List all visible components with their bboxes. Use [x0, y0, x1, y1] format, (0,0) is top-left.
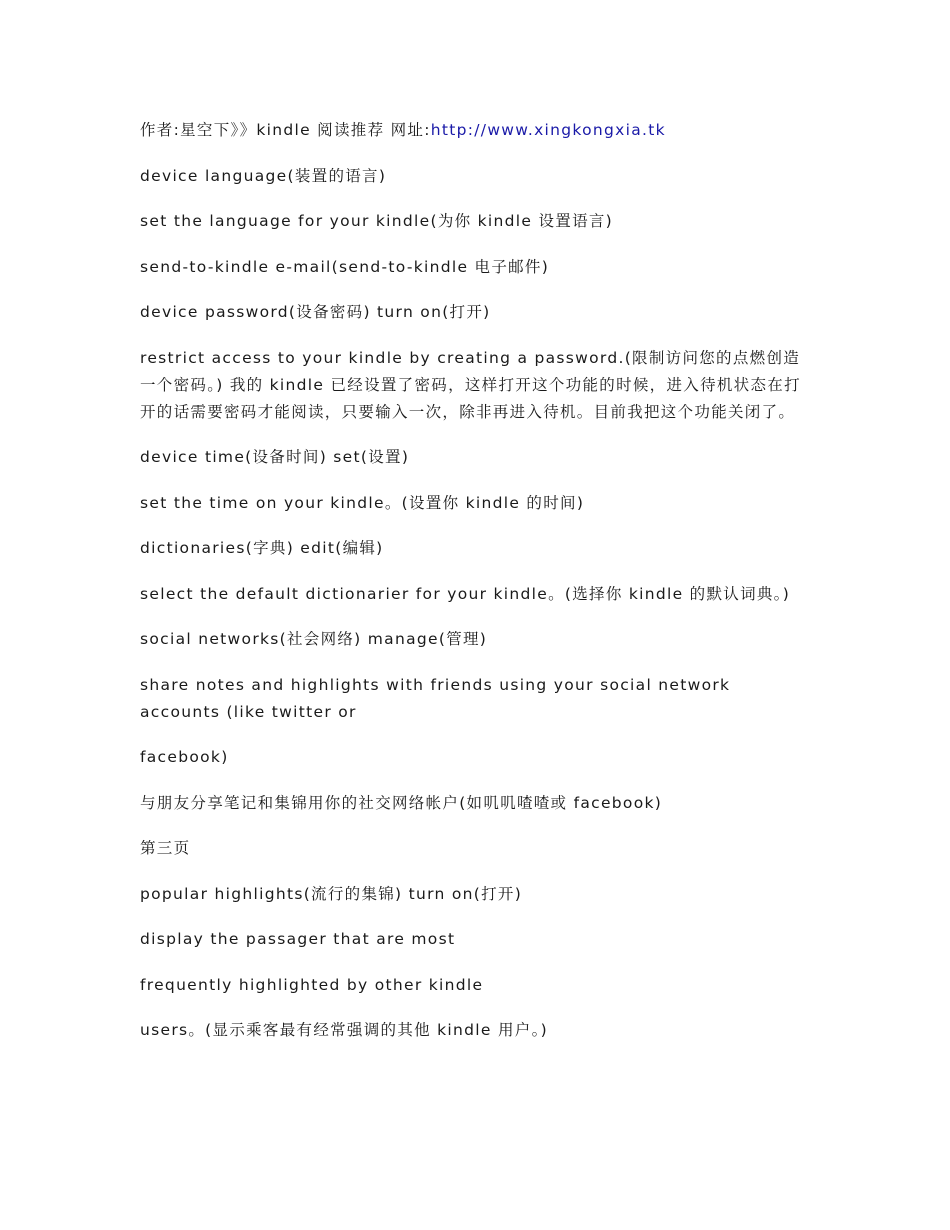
paragraph: users。(显示乘客最有经常强调的其他 kindle 用户。) [140, 1021, 548, 1039]
paragraph: device language(装置的语言) [140, 166, 387, 185]
paragraph: frequently highlighted by other kindle [140, 975, 484, 994]
paragraph: set the time on your kindle。(设置你 kindle 的时间) [140, 493, 585, 512]
paragraph: send-to-kindle e-mail(send-to-kindle 电子邮件) [140, 257, 550, 276]
document-body [140, 117, 812, 1063]
paragraph: dictionaries(字典) edit(编辑) [140, 539, 384, 557]
paragraph: restrict access to your kindle by creating a password.(限制访问您的点燃创造一个密码。) 我的 kindle 已经设置了密码，这样打开这个功能的时候，进入待机状态在打开的话需要密码才能阅读，只要输入一次，除非再进入待机。目前我把这个功能关闭了。 [140, 348, 801, 421]
paragraph: share notes and highlights with friends using your social network accounts (like twitter or [140, 675, 731, 721]
paragraph: 与朋友分享笔记和集锦用你的社交网络帐户(如叽叽喳喳或 facebook) [140, 793, 663, 812]
paragraph: social networks(社会网络) manage(管理) [140, 630, 488, 648]
paragraph: popular highlights(流行的集锦) turn on(打开) [140, 884, 523, 903]
website-link[interactable]: http://www.xingkongxia.tk [430, 121, 666, 139]
header-line [140, 117, 812, 144]
paragraph: facebook) [140, 748, 229, 766]
paragraph: display the passager that are most [140, 930, 456, 948]
paragraph: 第三页 [140, 839, 191, 857]
paragraph: device password(设备密码) turn on(打开) [140, 303, 491, 321]
paragraph: select the default dictionarier for your kindle。(选择你 kindle 的默认词典。) [140, 584, 791, 603]
paragraph: set the language for your kindle(为你 kindle 设置语言) [140, 212, 614, 230]
header-prefix: 作者:星空下》》kindle 阅读推荐 网址: [140, 121, 431, 139]
paragraph: device time(设备时间) set(设置) [140, 448, 410, 466]
